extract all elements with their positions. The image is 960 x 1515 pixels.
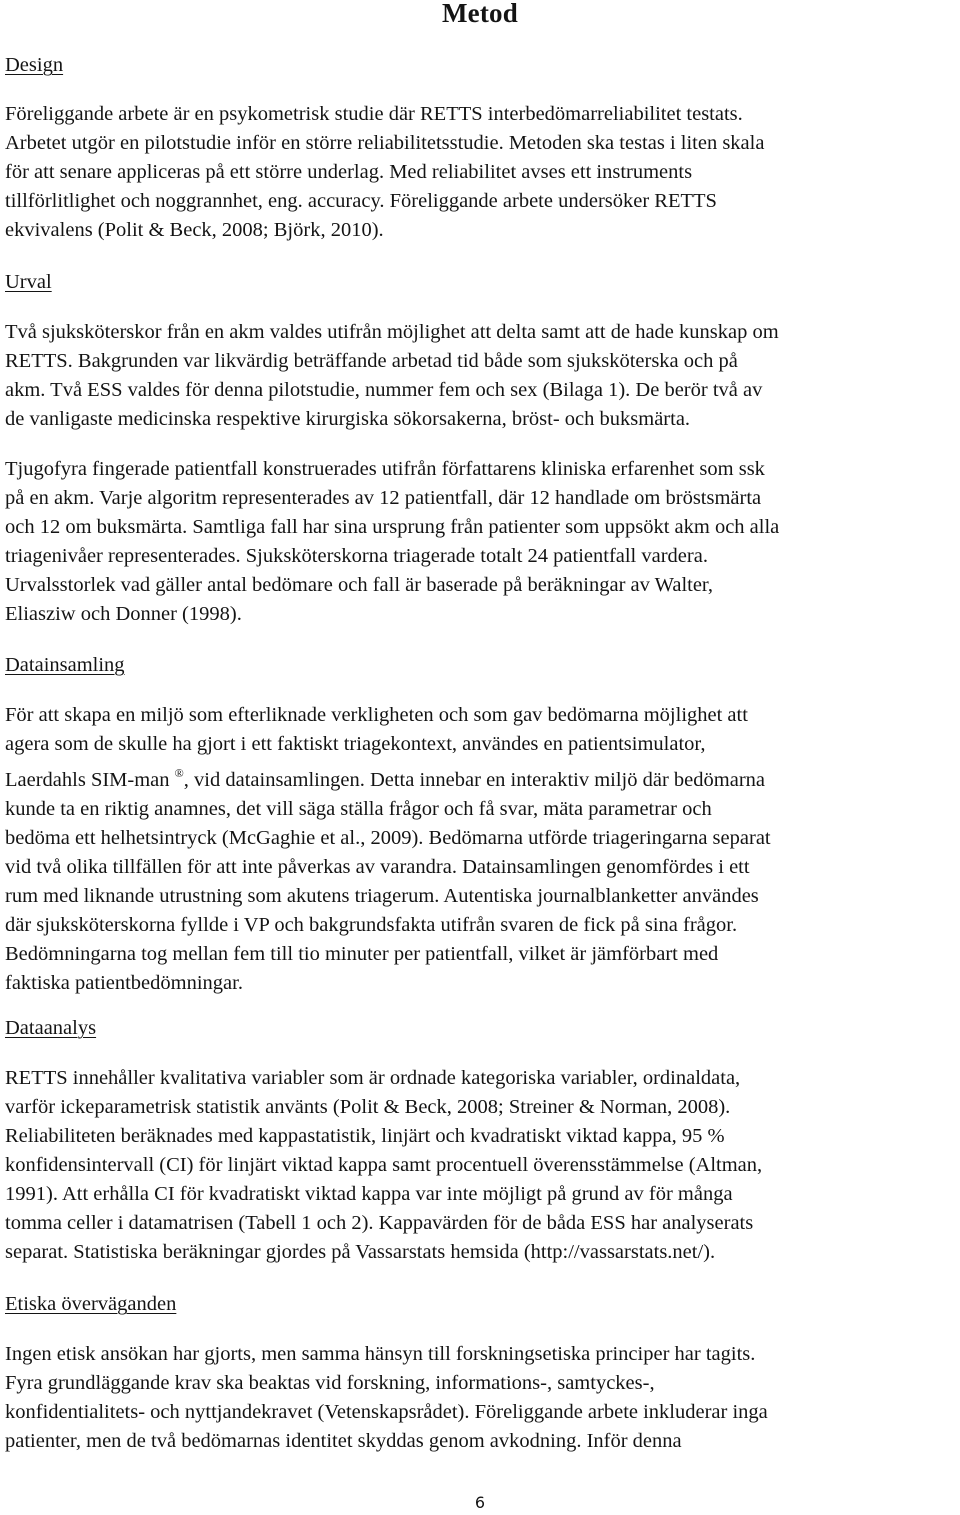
text-line: Urvalsstorlek vad gäller antal bedömare och fall är baserade på beräkningar av Walter,	[5, 574, 714, 596]
text-line: triagenivåer representerades. Sjuksköterskorna triagerade totalt 24 patientfall vardera.	[5, 545, 708, 567]
paragraph-datainsamling	[5, 701, 955, 998]
text-line: 1991). Att erhålla CI för kvadratiskt viktad kappa var inte möjligt på grund av för många	[5, 1183, 733, 1205]
paragraph-design	[5, 100, 955, 245]
text-line: Reliabiliteten beräknades med kappastatistik, linjärt och kvadratiskt viktad kappa, 95 %	[5, 1125, 725, 1147]
text-line: Bedömningarna tog mellan fem till tio minuter per patientfall, vilket är jämförbart med	[5, 943, 719, 965]
paragraph-dataanalys	[5, 1064, 955, 1267]
text-line: rum med liknande utrustning som akutens triagerum. Autentiska journalblanketter användes	[5, 885, 759, 907]
text-line: RETTS. Bakgrunden var likvärdig beträffande arbetad tid både som sjuksköterska och på	[5, 350, 738, 372]
paragraph-urval-1	[5, 318, 955, 434]
text-line: separat. Statistiska beräkningar gjordes på Vassarstats hemsida (http://vassarstats.net/).	[5, 1241, 716, 1263]
text-line: på en akm. Varje algoritm representerades av 12 patientfall, där 12 handlade om bröstsmärta	[5, 487, 762, 509]
text-line: Tjugofyra fingerade patientfall konstruerades utifrån författarens kliniska erfarenhet som ssk	[5, 458, 765, 480]
text-line-simman	[5, 759, 955, 795]
text-line: tillförlitlighet och noggrannhet, eng. accuracy. Föreliggande arbete undersöker RETTS	[5, 190, 717, 212]
text-line: för att senare appliceras på ett större underlag. Med reliabilitet avses ett instruments	[5, 161, 693, 183]
text-line: agera som de skulle ha gjort i ett faktiskt triagekontext, användes en patientsimulator,	[5, 733, 706, 755]
text-line: patienter, men de två bedömarnas identitet skyddas genom avkodning. Inför denna	[5, 1430, 682, 1452]
text-line: och 12 om buksmärta. Samtliga fall har sina ursprung från patienter som uppsökt akm och alla	[5, 516, 780, 538]
text-line: varför ickeparametrisk statistik använts (Polit & Beck, 2008; Streiner & Norman, 2008).	[5, 1096, 731, 1118]
text-fragment: , vid datainsamlingen. Detta innebar en interaktiv miljö där bedömarna	[183, 769, 765, 791]
text-line: Fyra grundläggande krav ska beaktas vid forskning, informations-, samtyckes-,	[5, 1372, 655, 1394]
text-line: tomma celler i datamatrisen (Tabell 1 och 2). Kappavärden för de båda ESS har analyserats	[5, 1212, 754, 1234]
text-line: Eliasziw och Donner (1998).	[5, 603, 242, 625]
text-line: faktiska patientbedömningar.	[5, 972, 243, 994]
section-heading-urval: Urval	[5, 271, 52, 293]
text-line: Arbetet utgör en pilotstudie inför en större reliabilitetsstudie. Metoden ska testas i liten skala	[5, 132, 765, 154]
paragraph-urval-2	[5, 455, 955, 629]
text-line: ekvivalens (Polit & Beck, 2008; Björk, 2010).	[5, 219, 384, 241]
text-line: bedöma ett helhetsintryck (McGaghie et al., 2009). Bedömarna utförde triageringarna separat	[5, 827, 771, 849]
text-fragment: Laerdahls SIM-man	[5, 769, 170, 791]
section-heading-design: Design	[5, 54, 64, 76]
section-heading-datainsamling: Datainsamling	[5, 654, 125, 676]
page-number: 6	[474, 1493, 486, 1512]
text-line: akm. Två ESS valdes för denna pilotstudie, nummer fem och sex (Bilaga 1). De berör två av	[5, 379, 763, 401]
text-line: Föreliggande arbete är en psykometrisk studie där RETTS interbedömarreliabilitet testats.	[5, 103, 743, 125]
text-line: där sjuksköterskorna fyllde i VP och bakgrundsfakta utifrån svaren de fick på sina frågor.	[5, 914, 738, 936]
text-line: kunde ta en riktig anamnes, det vill säga ställa frågor och få svar, mäta parametrar och	[5, 798, 712, 820]
page-title: Metod	[442, 0, 518, 28]
text-line: För att skapa en miljö som efterliknade verkligheten och som gav bedömarna möjlighet att	[5, 704, 748, 726]
text-line: de vanligaste medicinska respektive kirurgiska sökorsakerna, bröst- och buksmärta.	[5, 408, 691, 430]
text-line: Ingen etisk ansökan har gjorts, men samma hänsyn till forskningsetiska principer har tagits.	[5, 1343, 756, 1365]
text-line: Två sjuksköterskor från en akm valdes utifrån möjlighet att delta samt att de hade kunskap om	[5, 321, 779, 343]
text-line: RETTS innehåller kvalitativa variabler som är ordnade kategoriska variabler, ordinaldata,	[5, 1067, 741, 1089]
registered-mark: ®	[174, 766, 184, 780]
section-heading-etiska-overvaganden: Etiska överväganden	[5, 1293, 177, 1315]
text-line: konfidentialitets- och nyttjandekravet (Vetenskapsrådet). Föreliggande arbete inkluderar inga	[5, 1401, 768, 1423]
text-line: konfidensintervall (CI) för linjärt viktad kappa samt procentuell överensstämmelse (Altman,	[5, 1154, 763, 1176]
section-heading-dataanalys: Dataanalys	[5, 1017, 97, 1039]
paragraph-etiska-overvaganden	[5, 1340, 955, 1456]
text-line: vid två olika tillfällen för att inte påverkas av varandra. Datainsamlingen genomfördes i ett	[5, 856, 750, 878]
